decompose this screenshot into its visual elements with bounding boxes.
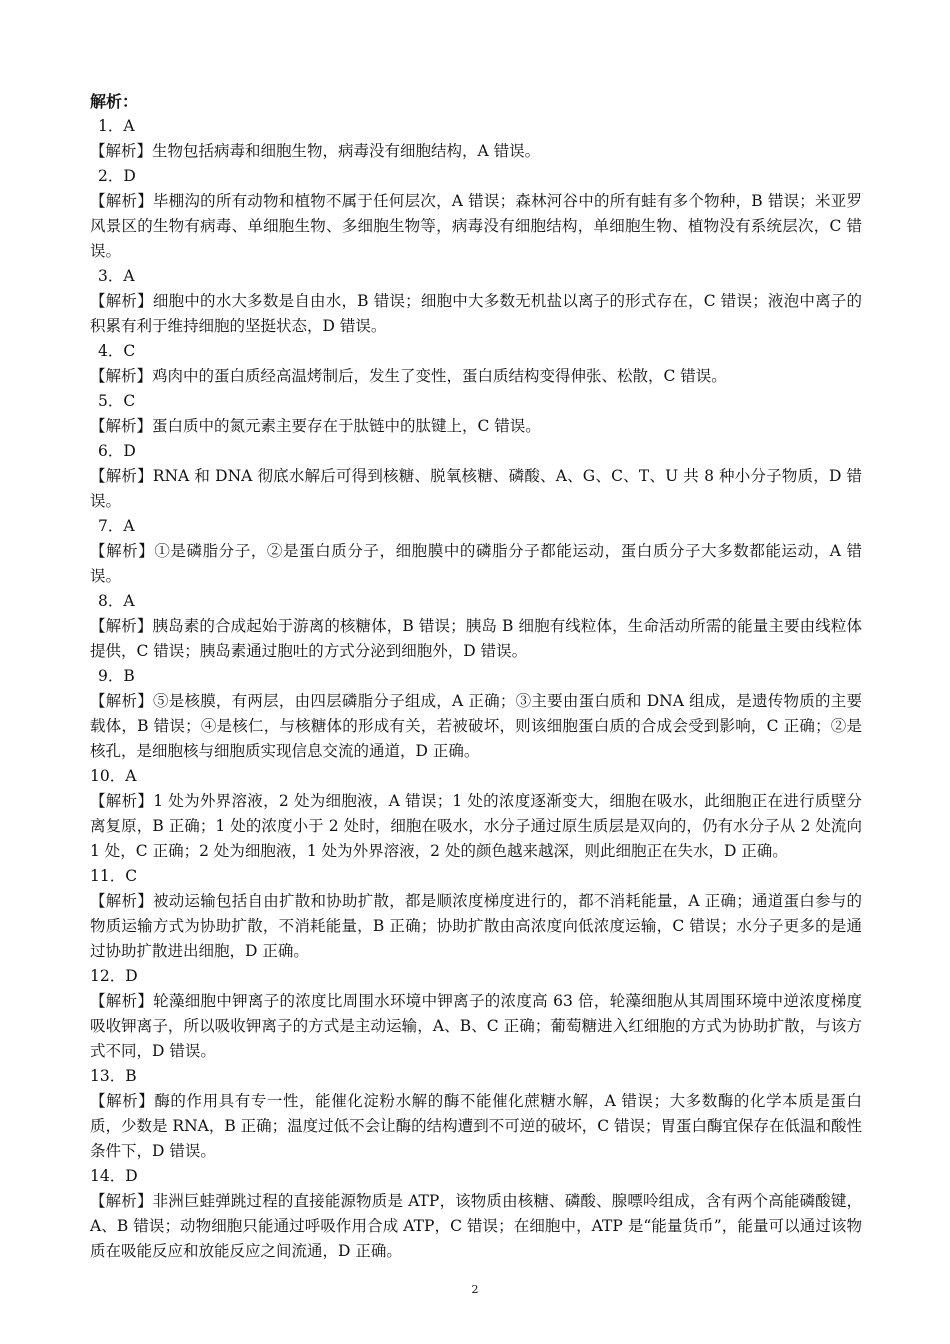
section-heading: 解析：: [90, 92, 139, 111]
answer-label: 11．C: [90, 867, 138, 885]
explanation-text: 【解析】鸡肉中的蛋白质经高温烤制后，发生了变性，蛋白质结构变得伸张、松散，C 错误。: [90, 367, 727, 385]
explanation-text: 【解析】轮藻细胞中钾离子的浓度比周围水环境中钾离子的浓度高 63 倍，轮藻细胞从其周围环境中逆浓度梯度吸收钾离子，所以吸收钾离子的方式是主动运输，A、B、C 正确；葡萄糖进入红细胞的方式为协助扩散，与该方式不同，D 错误。: [90, 992, 862, 1060]
answer-item-9: [90, 664, 862, 764]
answer-item-3: [90, 264, 862, 339]
explanation-text: 【解析】胰岛素的合成起始于游离的核糖体，B 错误；胰岛 B 细胞有线粒体，生命活动所需的能量主要由线粒体提供，C 错误；胰岛素通过胞吐的方式分泌到细胞外，D 错误。: [90, 617, 862, 660]
answer-item-12: [90, 964, 862, 1064]
answer-label: 2．D: [98, 167, 136, 185]
explanation-text: 【解析】蛋白质中的氮元素主要存在于肽链中的肽键上，C 错误。: [90, 417, 541, 435]
answer-item-2: [90, 164, 862, 264]
answer-label: 8．A: [98, 592, 135, 610]
answer-label: 4．C: [98, 342, 136, 360]
answer-label: 6．D: [98, 442, 136, 460]
explanation-text: 【解析】非洲巨蛙弹跳过程的直接能源物质是 ATP，该物质由核糖、磷酸、腺嘌呤组成，含有两个高能磷酸键，A、B 错误；动物细胞只能通过呼吸作用合成 ATP，C 错误；在细胞中，ATP 是“能量货币”，能量可以通过该物质在吸能反应和放能反应之间流通，D 正确。: [90, 1192, 862, 1260]
answer-label: 10．A: [90, 767, 137, 785]
answer-item-6: [90, 439, 862, 514]
explanation-text: 【解析】生物包括病毒和细胞生物，病毒没有细胞结构，A 错误。: [90, 142, 541, 160]
explanation-text: 【解析】⑤是核膜，有两层，由四层磷脂分子组成，A 正确；③主要由蛋白质和 DNA 组成，是遗传物质的主要载体，B 错误；④是核仁，与核糖体的形成有关，若被破坏，则该细胞蛋白质的合成会受到影响，C 正确；②是核孔，是细胞核与细胞质实现信息交流的通道，D 正确。: [90, 692, 862, 760]
page-number: 2: [471, 1283, 479, 1296]
answer-item-5: [90, 389, 862, 439]
answer-label: 5．C: [98, 392, 136, 410]
answer-item-7: [90, 514, 862, 589]
answer-item-13: [90, 1064, 862, 1164]
explanation-text: 【解析】细胞中的水大多数是自由水，B 错误；细胞中大多数无机盐以离子的形式存在，C 错误；液泡中离子的积累有利于维持细胞的坚挺状态，D 错误。: [90, 292, 862, 335]
answer-label: 13．B: [90, 1067, 137, 1085]
explanation-text: 【解析】1 处为外界溶液，2 处为细胞液，A 错误；1 处的浓度逐渐变大，细胞在吸水，此细胞正在进行质壁分离复原，B 正确；1 处的浓度小于 2 处时，细胞在吸水，水分子通过原生质层是双向的，仍有水分子从 2 处流向 1 处，C 正确；2 处为细胞液，1 处为外界溶液，2 处的颜色越来越深，则此细胞正在失水，D 正确。: [90, 792, 862, 860]
answer-label: 3．A: [98, 267, 135, 285]
explanation-text: 【解析】RNA 和 DNA 彻底水解后可得到核糖、脱氧核糖、磷酸、A、G、C、T、U 共 8 种小分子物质，D 错误。: [90, 467, 862, 510]
answer-item-4: [90, 339, 862, 389]
explanation-text: 【解析】酶的作用具有专一性，能催化淀粉水解的酶不能催化蔗糖水解，A 错误；大多数酶的化学本质是蛋白质，少数是 RNA，B 正确；温度过低不会让酶的结构遭到不可逆的破坏，C 错误；胃蛋白酶宜保存在低温和酸性条件下，D 错误。: [90, 1092, 862, 1160]
answer-label: 12．D: [90, 967, 138, 985]
answer-label: 14．D: [90, 1167, 138, 1185]
answer-label: 7．A: [98, 517, 135, 535]
answer-item-10: [90, 764, 862, 864]
explanation-text: 【解析】①是磷脂分子，②是蛋白质分子，细胞膜中的磷脂分子都能运动，蛋白质分子大多数都能运动，A 错误。: [90, 542, 862, 585]
answer-key: [90, 89, 862, 1264]
answer-item-1: [90, 114, 862, 164]
explanation-text: 【解析】被动运输包括自由扩散和协助扩散，都是顺浓度梯度进行的，都不消耗能量，A 正确；通道蛋白参与的物质运输方式为协助扩散，不消耗能量，B 正确；协助扩散由高浓度向低浓度运输，C 错误；水分子更多的是通过协助扩散进出细胞，D 正确。: [90, 892, 862, 960]
answer-item-8: [90, 589, 862, 664]
answer-label: 9．B: [98, 667, 135, 685]
explanation-text: 【解析】毕棚沟的所有动物和植物不属于任何层次，A 错误；森林河谷中的所有蛙有多个物种，B 错误；米亚罗风景区的生物有病毒、单细胞生物、多细胞生物等，病毒没有细胞结构，单细胞生物、植物没有系统层次，C 错误。: [90, 192, 862, 260]
answer-item-11: [90, 864, 862, 964]
answer-label: 1．A: [98, 117, 135, 135]
answer-item-14: [90, 1164, 862, 1264]
